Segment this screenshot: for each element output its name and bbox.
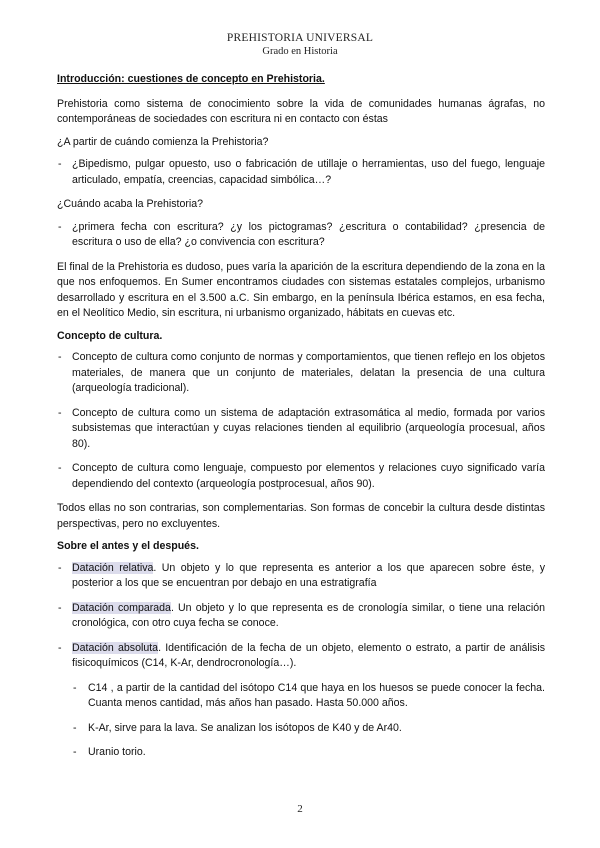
absolute-dating-methods	[72, 681, 545, 761]
question-start: ¿A partir de cuándo comienza la Prehistoria?	[57, 135, 269, 148]
term-description: . Un objeto y lo que representa es anterior a los que aparecen sobre éste, y posterior a los que se encuentran por debajo en una estratigrafía	[72, 561, 545, 589]
list-item	[57, 641, 545, 761]
sub-list-item: - K-Ar, sirve para la lava. Se analizan los isótopos de K40 y de Ar40.	[72, 721, 545, 737]
list-item	[57, 561, 545, 592]
page-content	[57, 72, 545, 770]
course-title: PREHISTORIA UNIVERSAL	[226, 32, 374, 44]
list-item: - Concepto de cultura como conjunto de normas y comportamientos, que tienen reflejo en los objetos materiales, de manera que un conjunto de materiales, delatan la presencia de una cultura (arqueología tradicional).	[57, 350, 545, 397]
culture-list	[57, 350, 545, 492]
list-item: - Concepto de cultura como un sistema de adaptación extrasomática al medio, formada por varios subsistemas que interactúan y cuyas relaciones tienden al equilibrio (arqueología procesual, años 80).	[57, 406, 545, 453]
question-end: ¿Cuándo acaba la Prehistoria?	[57, 198, 204, 210]
list-item: - ¿primera fecha con escritura? ¿y los pictogramas? ¿escritura o contabilidad? ¿presencia de escritura o uso de ella? ¿o convivencia con escritura?	[57, 220, 545, 251]
highlighted-term: Datación relativa	[72, 561, 154, 574]
page-number: 2	[297, 803, 303, 815]
question-end-list	[57, 220, 545, 251]
list-item	[57, 601, 545, 632]
section-title-intro: Introducción: cuestiones de concepto en Prehistoria.	[57, 73, 325, 85]
question-start-list	[57, 157, 545, 188]
list-item: - Concepto de cultura como lenguaje, compuesto por elementos y relaciones cuyo significado varía dependiendo del contexto (arqueología postprocesual, años 90).	[57, 461, 545, 492]
highlighted-term: Datación comparada	[72, 601, 171, 614]
sub-list-item: - C14 , a partir de la cantidad del isótopo C14 que haya en los huesos se puede conocer la fecha. Cuanta menos cantidad, más años han pasado. Hasta 50.000 años.	[72, 681, 545, 712]
end-of-prehistory-paragraph: El final de la Prehistoria es dudoso, pues varía la aparición de la escritura dependiendo de la zona en la que nos enfoquemos. En Sumer encontramos ciudades con sistemas estatales complejos, urbanismo desarrollado y escritura en el 3.500 a.C. Sin embargo, en la península Ibérica estamos, en esa fecha, en el Neolítico Medio, sin escritura, ni urbanismo organizado, hábitats en cuevas etc.	[57, 260, 545, 319]
dating-list	[57, 561, 545, 761]
sub-list-item: - Uranio torio.	[72, 745, 545, 761]
highlighted-term: Datación absoluta	[72, 641, 159, 654]
section-heading-culture: Concepto de cultura.	[57, 329, 163, 342]
prehistory-definition: Prehistoria como sistema de conocimiento sobre la vida de comunidades humanas ágrafas, no contemporáneas de sociedades con escritura ni en contacto con éstas	[57, 97, 545, 125]
list-item: - ¿Bipedismo, pulgar opuesto, uso o fabricación de utillaje o herramientas, uso del fuego, lenguaje articulado, empatía, creencias, capacidad simbólica…?	[57, 157, 545, 188]
page-header	[0, 31, 600, 58]
culture-conclusion: Todos ellas no son contrarias, son complementarias. Son formas de concebir la cultura desde distintas perspectivas, pero no excluyentes.	[57, 502, 545, 530]
course-subtitle: Grado en Historia	[262, 46, 338, 57]
term-description: . Identificación de la fecha de un objeto, elemento o estrato, a partir de análisis fisicoquímicos (C14, K-Ar, dendrocronología…).	[72, 641, 545, 669]
section-heading-dating: Sobre el antes y el después.	[57, 540, 199, 552]
term-description: . Un objeto y lo que representa es de cronología similar, o tiene una relación cronológica, con otro cuya fecha se conoce.	[72, 601, 545, 629]
